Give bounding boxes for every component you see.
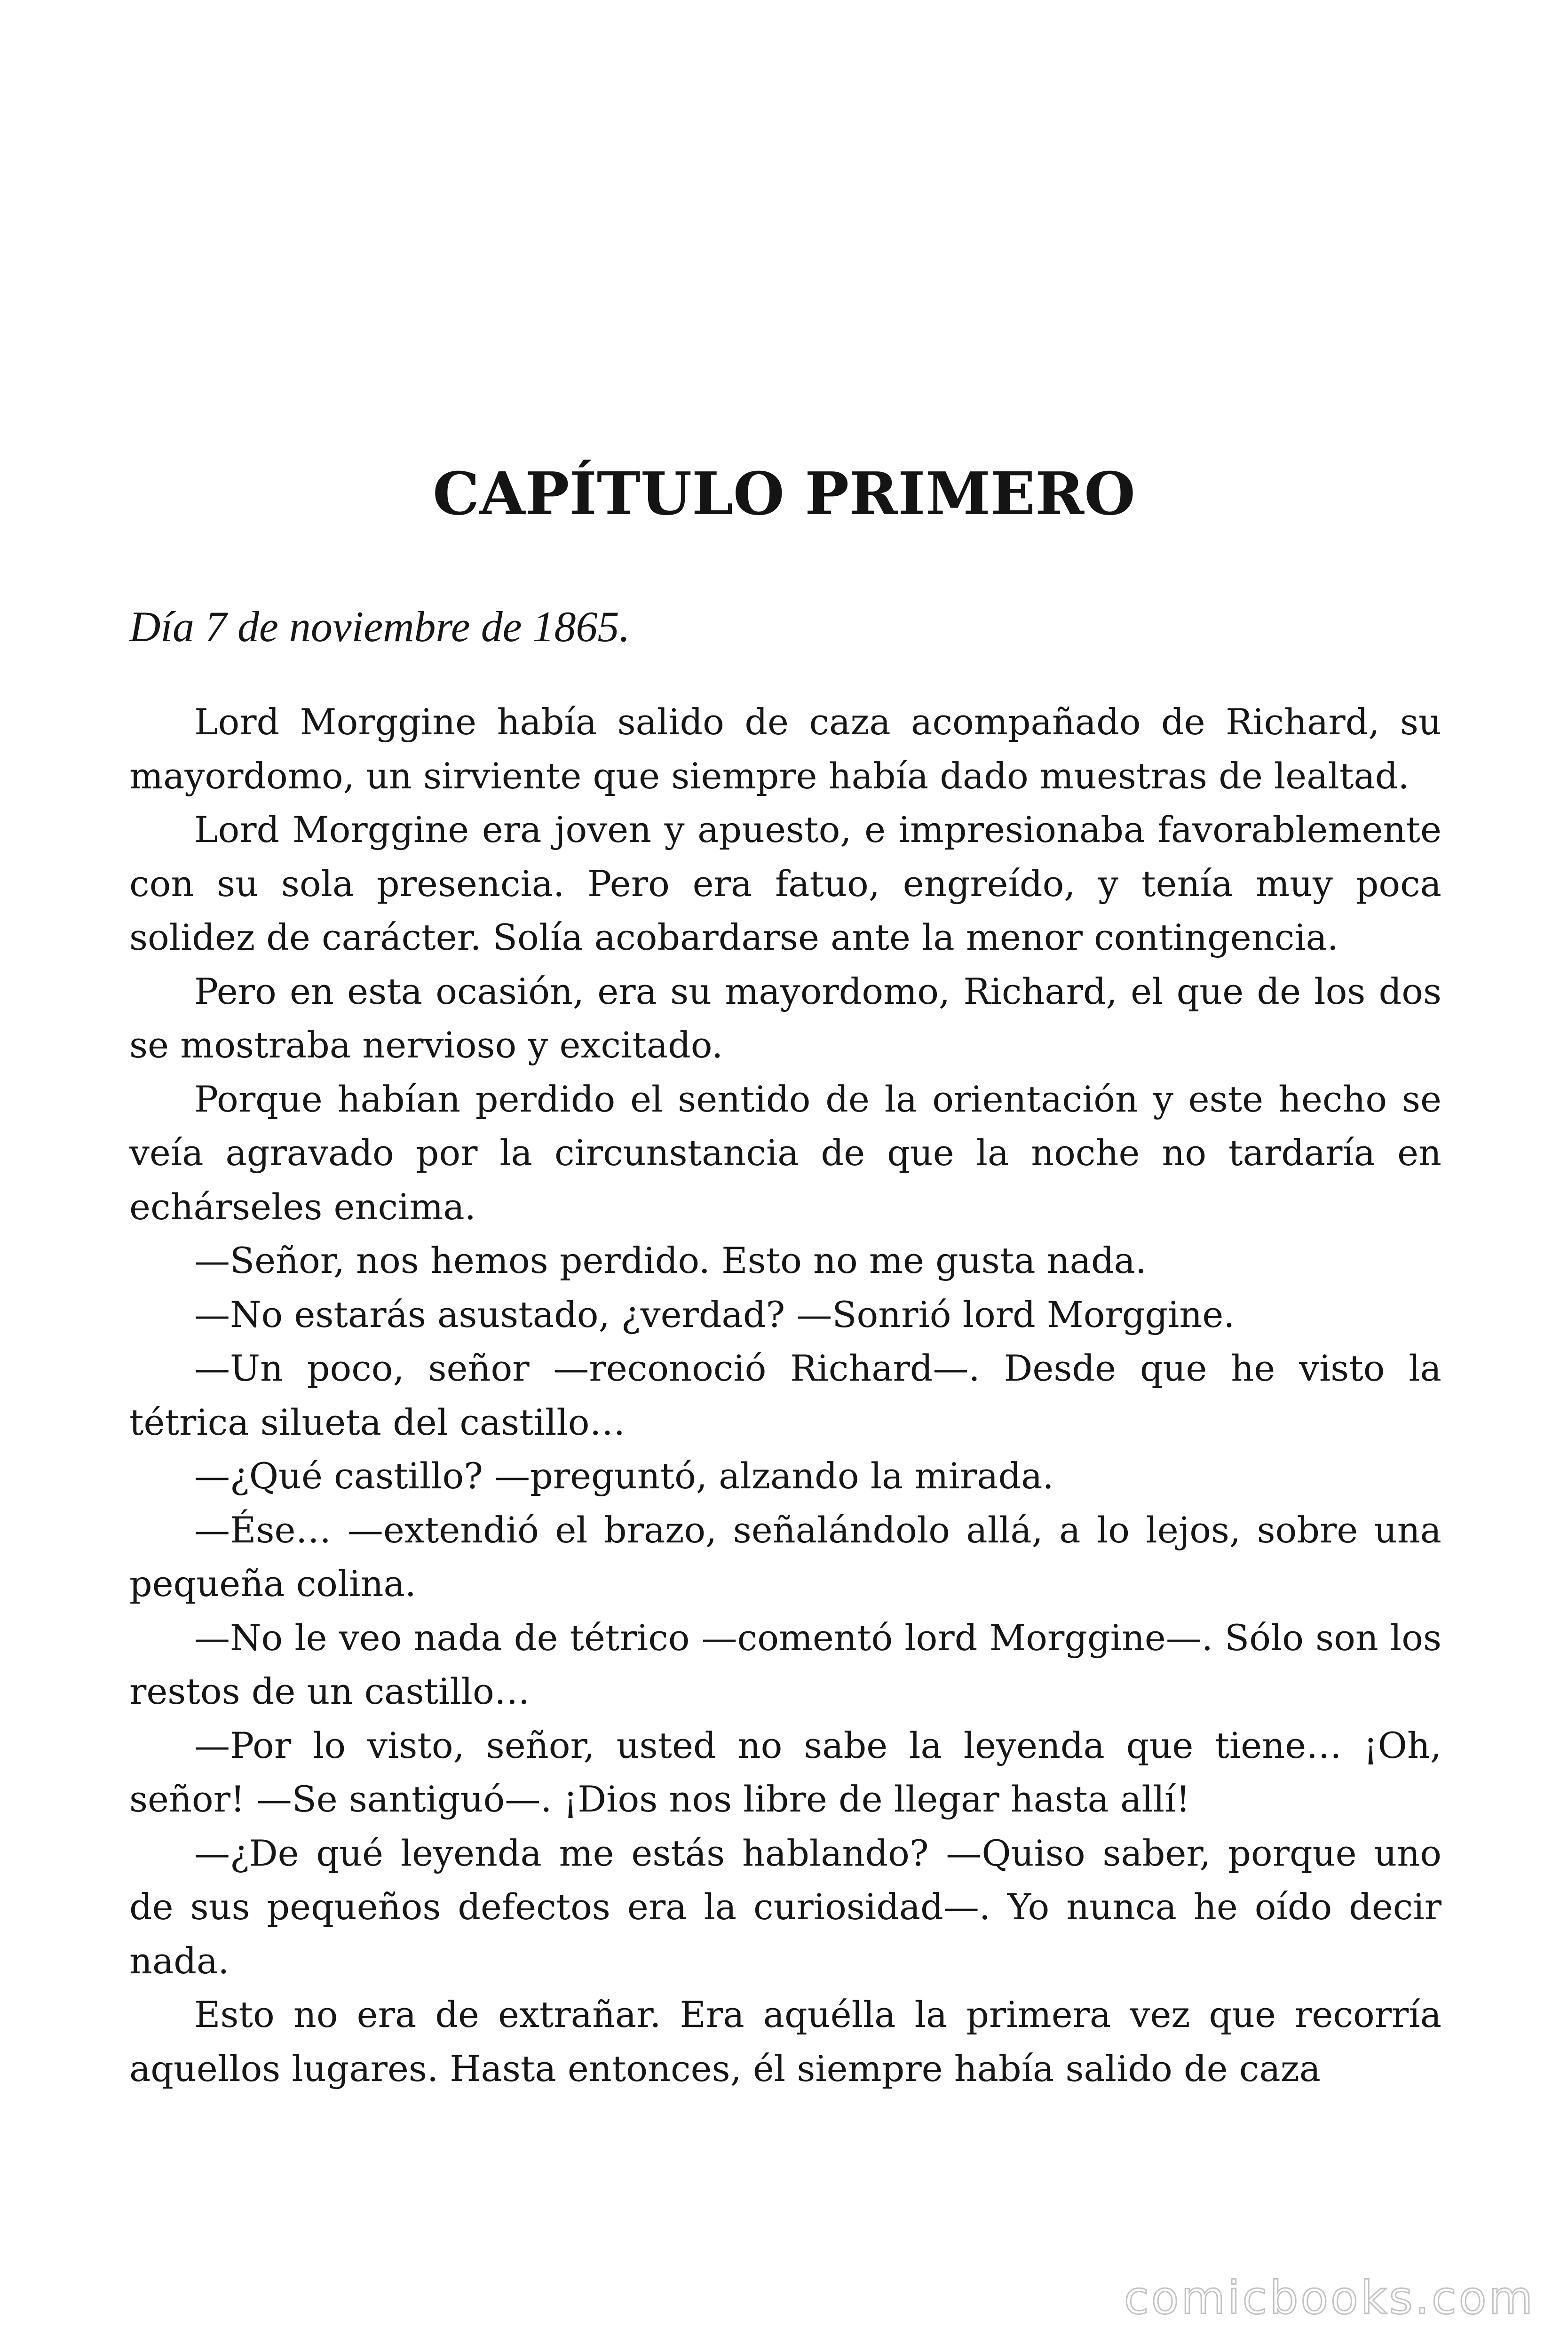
dialogue-line: —¿De qué leyenda me estás hablando? —Quiso saber, porque uno de sus pequeños defectos era la curiosidad—. Yo nunca he oído decir nada. bbox=[129, 1832, 1441, 1982]
dialogue-line: —Un poco, señor —reconoció Richard—. Desde que he visto la tétrica silueta del castillo… bbox=[129, 1347, 1441, 1443]
dialogue-line: —Por lo visto, señor, usted no sabe la leyenda que tiene… ¡Oh, señor! —Se santiguó—. ¡Dios nos libre de llegar hasta allí! bbox=[129, 1724, 1441, 1820]
dialogue-line: —No le veo nada de tétrico —comentó lord Morggine—. Sólo son los restos de un castillo… bbox=[129, 1616, 1441, 1712]
dialogue-line: —Señor, nos hemos perdido. Esto no me gusta nada. bbox=[194, 1240, 1147, 1281]
paragraph: Porque habían perdido el sentido de la orientación y este hecho se veía agravado por la circunstancia de que la noche no tardaría en echárseles encima. bbox=[129, 1078, 1441, 1228]
watermark: comicbooks.com bbox=[1124, 2272, 1535, 2324]
date-line: Día 7 de noviembre de 1865. bbox=[129, 603, 630, 651]
dialogue-line: —¿Qué castillo? —preguntó, alzando la mirada. bbox=[194, 1455, 1054, 1497]
paragraph: Lord Morggine era joven y apuesto, e impresionaba favorablemente con su sola presencia. Pero era fatuo, engreído, y tenía muy poca solidez de carácter. Solía acobardarse ante la menor contingencia. bbox=[129, 809, 1441, 958]
paragraph: Lord Morggine había salido de caza acompañado de Richard, su mayordomo, un sirviente que siempre había dado muestras de lealtad. bbox=[129, 701, 1441, 797]
body-text bbox=[129, 695, 1441, 2096]
dialogue-line: —Ése… —extendió el brazo, señalándolo allá, a lo lejos, sobre una pequeña colina. bbox=[129, 1509, 1441, 1605]
paragraph: Esto no era de extrañar. Era aquélla la primera vez que recorría aquellos lugares. Hasta entonces, él siempre había salido de caza bbox=[129, 1994, 1441, 2090]
paragraph: Pero en esta ocasión, era su mayordomo, Richard, el que de los dos se mostraba nervioso y excitado. bbox=[129, 970, 1441, 1066]
dialogue-line: —No estarás asustado, ¿verdad? —Sonrió lord Morggine. bbox=[194, 1293, 1235, 1335]
chapter-title: CAPÍTULO PRIMERO bbox=[432, 460, 1136, 528]
